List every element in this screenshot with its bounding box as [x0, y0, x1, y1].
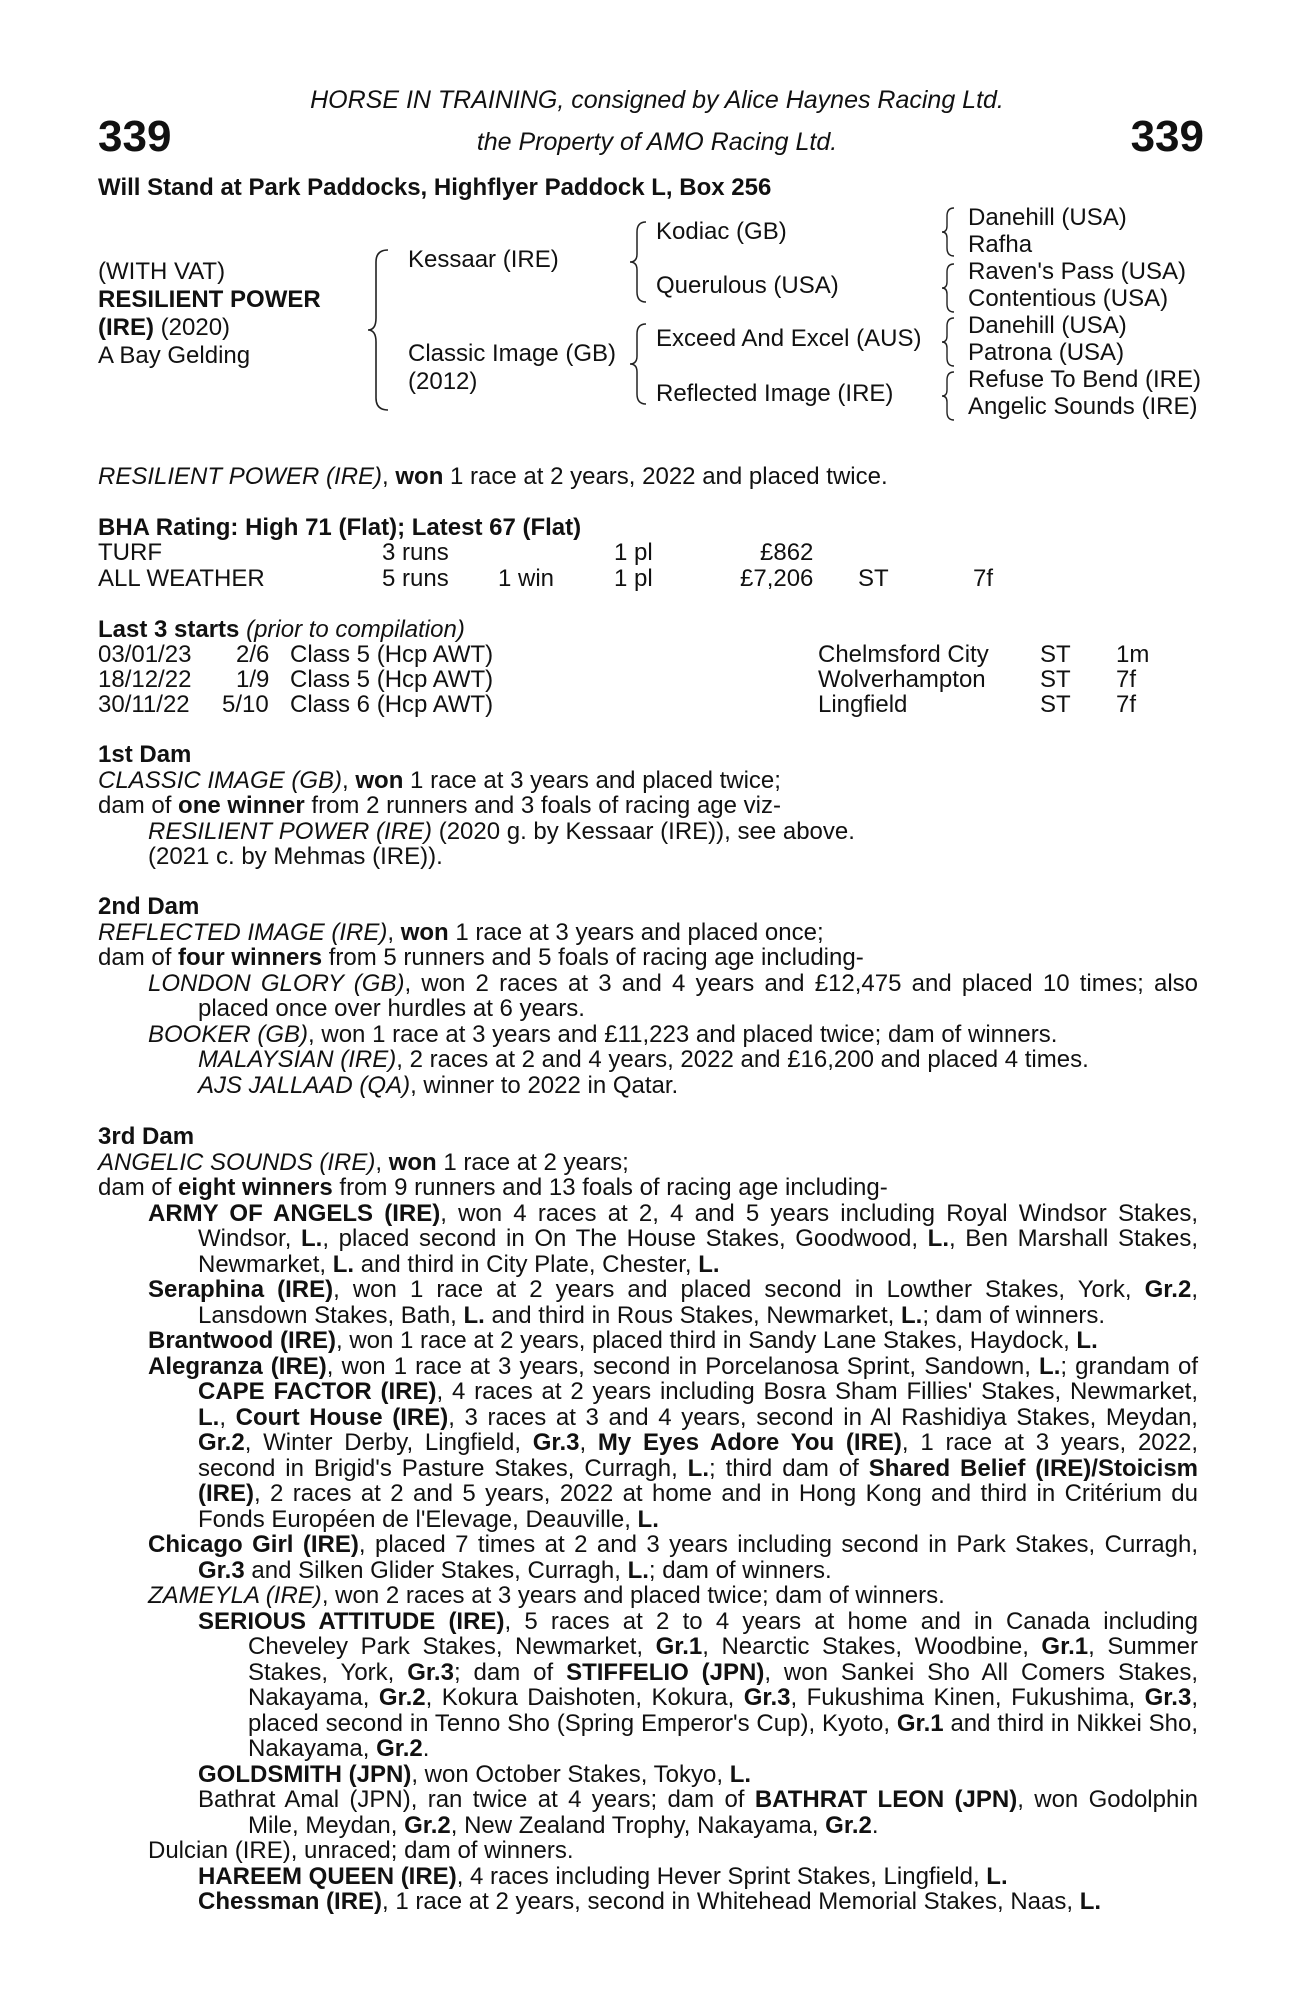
produce-name: LONDON GLORY (GB) [148, 969, 405, 997]
dam-name: ANGELIC SOUNDS (IRE) [98, 1148, 376, 1176]
first-dam-record: CLASSIC IMAGE (GB), won 1 race at 3 years and placed twice; [98, 766, 781, 794]
consignor-line: HORSE IN TRAINING, consigned by Alice Haynes Racing Ltd. [310, 86, 1004, 114]
produce-text: , 4 races at 2 years including Bosra Sham Fillies' Stakes, Newmarket, [436, 1378, 1199, 1405]
produce-prefix: dam of [98, 944, 179, 971]
start-surface: ST [1040, 691, 1071, 718]
group-mark: Gr.3 [198, 1556, 245, 1584]
horse-identity [98, 258, 321, 370]
produce-entry [98, 1609, 1198, 1762]
pedigree-brace-grand [940, 206, 956, 424]
start-course: Chelmsford City [818, 641, 989, 668]
produce-text: , won 1 race at 2 years and placed second in Lowther Stakes, York, [333, 1276, 1145, 1303]
produce-text: , 2 races at 2 and 5 years, 2022 at home and in Hong Kong and third in Critérium du Fonds Européen de l'Elevage, Deauville, [198, 1480, 1198, 1533]
start-position: 1/9 [236, 666, 270, 693]
horse-country: (IRE) [98, 314, 154, 341]
ss-sire: Danehill (USA) [968, 204, 1127, 231]
group-mark: Gr.3 [1144, 1684, 1192, 1711]
produce-text: (2020 g. by Kessaar (IRE)), see above. [432, 817, 855, 845]
second-dam-title: 2nd Dam [98, 893, 200, 920]
produce-text: , winner to 2022 in Qatar. [410, 1071, 679, 1099]
produce-text: and Silken Glider Stakes, Curragh, [244, 1556, 628, 1584]
start-date: 30/11/22 [98, 691, 190, 718]
produce-name: Chicago Girl (IRE) [148, 1531, 359, 1558]
produce-text: , won 1 race at 2 years, placed third in Sandy Lane Stakes, Haydock, [335, 1327, 1077, 1354]
produce-name: GOLDSMITH (JPN) [198, 1760, 412, 1788]
listed-mark: L. [927, 1225, 949, 1252]
produce-text: , 3 races at 3 and 4 years, second in Al Rashidiya Stakes, Meydan, [448, 1403, 1198, 1431]
produce-entry [98, 1532, 1198, 1583]
produce-name: RESILIENT POWER (IRE) [148, 817, 433, 845]
sire-sire: Kodiac (GB) [656, 218, 787, 245]
group-mark: Gr.1 [896, 1709, 944, 1737]
sire-dam: Querulous (USA) [656, 272, 839, 299]
turf-placed: 1 pl [614, 539, 653, 566]
pedigree-brace-main [366, 248, 396, 412]
produce-text: from 5 runners and 5 foals of racing age including- [322, 944, 864, 971]
group-mark: Gr.1 [655, 1633, 703, 1660]
start-course: Wolverhampton [818, 666, 986, 693]
produce-text: , 5 races at 2 to 4 years at home and in Canada including Cheveley Park Stakes, Newmarket, [248, 1607, 1198, 1660]
produce-text: . [871, 1811, 879, 1839]
sire: Kessaar (IRE) [408, 246, 559, 273]
winners-count: eight winners [178, 1174, 333, 1201]
aw-label: ALL WEATHER [98, 565, 265, 592]
record-text: 1 race at 3 years and placed once; [448, 918, 824, 946]
listed-mark: L. [729, 1760, 752, 1788]
second-dam-section [98, 894, 1198, 1098]
produce-entry: Dulcian (IRE), unraced; dam of winners. [148, 1837, 574, 1864]
aw-runs: 5 runs [382, 565, 449, 592]
sd-dam: Contentious (USA) [968, 285, 1169, 312]
produce-text: from 9 runners and 13 foals of racing age including- [332, 1174, 888, 1201]
group-mark: Gr.2 [825, 1811, 872, 1839]
dam-name: CLASSIC IMAGE (GB) [98, 766, 343, 794]
produce-name: SERIOUS ATTITUDE (IRE) [198, 1607, 505, 1635]
start-course: Lingfield [818, 691, 908, 718]
start-date: 03/01/23 [98, 641, 192, 668]
start-date: 18/12/22 [98, 666, 192, 693]
second-dam-record: REFLECTED IMAGE (IRE), won 1 race at 3 years and placed once; [98, 918, 824, 946]
produce-entry [98, 1047, 1198, 1073]
second-dam-produce [98, 945, 1198, 971]
produce-name: My Eyes Adore You (IRE) [597, 1429, 902, 1456]
produce-entry [98, 1762, 1198, 1788]
listed-mark: L. [332, 1250, 355, 1278]
listed-mark: L. [1076, 1327, 1098, 1354]
race-summary: RESILIENT POWER (IRE), won 1 race at 2 years, 2022 and placed twice. [98, 463, 888, 490]
produce-text: , won 4 races at 2, 4 and 5 years including Royal Windsor Stakes, Windsor, [198, 1199, 1198, 1252]
last3-subtitle: (prior to compilation) [239, 616, 465, 643]
group-mark: Gr.3 [532, 1429, 580, 1456]
listed-mark: L. [698, 1250, 720, 1278]
produce-text: , Summer Stakes, York, [248, 1633, 1198, 1686]
start-distance: 7f [1116, 666, 1137, 693]
produce-text: , Fukushima Kinen, Fukushima, [790, 1684, 1145, 1711]
first-dam-produce [98, 793, 1198, 819]
last3-title [98, 617, 465, 643]
listed-mark: L. [637, 1505, 659, 1533]
produce-text: , Kokura Daishoten, Kokura, [425, 1684, 744, 1711]
listed-mark: L. [198, 1403, 220, 1431]
produce-text: and third in City Plate, Chester, [354, 1250, 699, 1278]
summary-text: 1 race at 2 years, 2022 and placed twice. [443, 463, 888, 490]
produce-text: , Ben Marshall Stakes, Newmarket, [198, 1225, 1199, 1278]
start-position: 5/10 [222, 691, 269, 718]
third-dam-title: 3rd Dam [98, 1123, 195, 1150]
third-dam-record: ANGELIC SOUNDS (IRE), won 1 race at 2 years; [98, 1148, 629, 1176]
turf-money: £862 [760, 539, 814, 566]
produce-text: , won Sankei Sho All Comers Stakes, Nakayama, [248, 1658, 1199, 1711]
produce-entry [98, 1022, 1198, 1048]
listed-mark: L. [901, 1301, 923, 1329]
aw-surface: ST [858, 565, 889, 592]
start-race: Class 6 (Hcp AWT) [290, 691, 494, 718]
produce-entry [98, 819, 1198, 845]
first-dam-title: 1st Dam [98, 741, 192, 768]
winners-count: one winner [178, 792, 305, 819]
produce-text: ; dam of winners. [648, 1556, 832, 1584]
won-word: won [400, 918, 449, 946]
produce-text: , won 1 race at 3 years and £11,223 and placed twice; dam of winners. [308, 1020, 1058, 1048]
dd-sire: Refuse To Bend (IRE) [968, 366, 1202, 393]
produce-text: ; grandam of [1060, 1352, 1198, 1380]
stand-location: Will Stand at Park Paddocks, Highflyer Paddock L, Box 256 [98, 174, 772, 201]
dam-name: REFLECTED IMAGE (IRE) [98, 918, 388, 946]
produce-entry [98, 1787, 1198, 1838]
produce-text: , won 2 races at 3 and 4 years and £12,475 and placed 10 times; also placed once over hurdles at 6 years. [198, 969, 1199, 1022]
start-race: Class 5 (Hcp AWT) [290, 666, 494, 693]
sd-sire: Raven's Pass (USA) [968, 258, 1186, 285]
vat-note: (WITH VAT) [98, 258, 226, 285]
listed-mark: L. [301, 1225, 323, 1252]
summary-horse-name: RESILIENT POWER (IRE) [98, 463, 383, 490]
won-word: won [388, 1148, 437, 1176]
turf-runs: 3 runs [382, 539, 449, 566]
produce-name: ARMY OF ANGELS (IRE) [148, 1199, 441, 1227]
produce-text: and third in Rous Stakes, Newmarket, [484, 1301, 902, 1329]
produce-text: , placed 7 times at 2 and 3 years including second in Park Stakes, Curragh, [358, 1531, 1198, 1558]
aw-distance: 7f [973, 565, 994, 592]
property-line: the Property of AMO Racing Ltd. [476, 128, 838, 156]
produce-text: , New Zealand Trophy, Nakayama, [450, 1811, 826, 1839]
group-mark: Gr.2 [376, 1735, 423, 1762]
aw-money: £7,206 [740, 565, 814, 592]
ds-dam: Patrona (USA) [968, 339, 1125, 366]
aw-placed: 1 pl [614, 565, 653, 592]
pedigree-brace-sire [628, 220, 650, 304]
produce-entry [98, 1354, 1198, 1533]
produce-text: Bathrat Amal (JPN), ran twice at 4 years; dam of [198, 1786, 755, 1813]
produce-entry [98, 1864, 1198, 1890]
listed-mark: L. [1079, 1888, 1102, 1915]
produce-text: , Winter Derby, Lingfield, [244, 1429, 533, 1456]
lot-number-left: 339 [98, 112, 172, 161]
record-text: 1 race at 2 years; [436, 1148, 629, 1176]
produce-entry [98, 1583, 1198, 1609]
group-mark: Gr.1 [1041, 1633, 1089, 1660]
produce-text: , [579, 1429, 598, 1456]
pedigree-brace-dam [628, 322, 650, 406]
produce-entry [98, 971, 1198, 1022]
ss-dam: Rafha [968, 231, 1033, 258]
produce-name: Court House (IRE) [235, 1403, 449, 1431]
dd-dam: Angelic Sounds (IRE) [968, 393, 1198, 420]
aw-wins: 1 win [498, 565, 555, 592]
start-distance: 1m [1116, 641, 1150, 668]
produce-text: ; dam of winners. [922, 1301, 1106, 1329]
summary-won: won [395, 463, 444, 490]
turf-label: TURF [98, 539, 162, 566]
produce-text: , won 1 race at 3 years, second in Porcelanosa Sprint, Sandown, [326, 1352, 1040, 1380]
start-race: Class 5 (Hcp AWT) [290, 641, 494, 668]
produce-text: from 2 runners and 3 foals of racing age viz- [304, 792, 781, 819]
produce-text: , 4 races including Hever Sprint Stakes, Lingfield, [456, 1862, 987, 1890]
third-dam-section [98, 1124, 1198, 1915]
produce-entry [98, 1277, 1198, 1328]
record-text: 1 race at 3 years and placed twice; [403, 766, 781, 794]
produce-name: AJS JALLAAD (QA) [198, 1071, 411, 1099]
produce-entry [98, 1889, 1198, 1915]
produce-text: , 2 races at 2 and 4 years, 2022 and £16,200 and placed 4 times. [396, 1046, 1089, 1073]
produce-name: ZAMEYLA (IRE) [148, 1582, 322, 1609]
listed-mark: L. [1039, 1352, 1061, 1380]
produce-entry [98, 1201, 1198, 1278]
produce-name: CAPE FACTOR (IRE) [198, 1378, 437, 1405]
won-word: won [355, 766, 404, 794]
group-mark: Gr.2 [198, 1429, 245, 1456]
group-mark: Gr.2 [1144, 1276, 1192, 1303]
produce-name: Alegranza (IRE) [148, 1352, 327, 1380]
produce-text: ; dam of [453, 1658, 567, 1686]
first-dam-section [98, 742, 1198, 870]
produce-text: , 1 race at 2 years, second in Whitehead Memorial Stakes, Naas, [382, 1888, 1080, 1915]
produce-prefix: dam of [98, 1174, 179, 1201]
listed-mark: L. [627, 1556, 649, 1584]
produce-text: , Lansdown Stakes, Bath, [198, 1276, 1198, 1329]
produce-name: STIFFELIO (JPN) [566, 1658, 765, 1686]
produce-text: , placed second in On The House Stakes, Goodwood, [322, 1225, 928, 1252]
produce-text: , won October Stakes, Tokyo, [411, 1760, 730, 1788]
listed-mark: L. [687, 1454, 709, 1482]
listed-mark: L. [463, 1301, 485, 1329]
produce-prefix: dam of [98, 792, 179, 819]
last3-label: Last 3 starts [98, 616, 240, 643]
listed-mark: L. [986, 1862, 1008, 1890]
horse-description: A Bay Gelding [98, 342, 251, 369]
dam-sire: Exceed And Excel (AUS) [656, 325, 922, 352]
produce-text: ; third dam of [709, 1454, 869, 1482]
produce-text: , 1 race at 3 years, 2022, second in Brigid's Pasture Stakes, Curragh, [198, 1429, 1198, 1482]
produce-name: BOOKER (GB) [148, 1020, 309, 1048]
produce-name: MALAYSIAN (IRE) [198, 1046, 397, 1073]
third-dam-produce [98, 1175, 1198, 1201]
group-mark: Gr.3 [407, 1658, 454, 1686]
group-mark: Gr.2 [404, 1811, 451, 1839]
horse-name: RESILIENT POWER [98, 286, 321, 313]
produce-name: Seraphina (IRE) [148, 1276, 334, 1303]
group-mark: Gr.3 [743, 1684, 791, 1711]
produce-name: Chessman (IRE) [198, 1888, 383, 1915]
produce-entry: (2021 c. by Mehmas (IRE)). [148, 843, 443, 870]
produce-text: , won Godolphin Mile, Meydan, [248, 1786, 1199, 1839]
produce-text: and third in Nikkei Sho, Nakayama, [248, 1709, 1199, 1762]
horse-year: (2020) [154, 314, 231, 341]
produce-name: BATHRAT LEON (JPN) [754, 1786, 1018, 1813]
dam-year: (2012) [408, 368, 478, 395]
start-position: 2/6 [236, 641, 270, 668]
produce-text: , [219, 1403, 236, 1431]
dam: Classic Image (GB) [408, 340, 617, 367]
produce-entry [98, 1073, 1198, 1099]
produce-name: HAREEM QUEEN (IRE) [198, 1862, 457, 1890]
start-distance: 7f [1116, 691, 1137, 718]
produce-text: . [422, 1735, 430, 1762]
produce-text: , Nearctic Stakes, Woodbine, [702, 1633, 1042, 1660]
lot-number-right: 339 [1130, 112, 1204, 161]
produce-entry [98, 1328, 1198, 1354]
ds-sire: Danehill (USA) [968, 312, 1127, 339]
bha-rating-title: BHA Rating: High 71 (Flat); Latest 67 (Flat) [98, 514, 582, 541]
dam-dam: Reflected Image (IRE) [656, 380, 894, 407]
produce-name: Brantwood (IRE) [148, 1327, 336, 1354]
produce-name: Shared Belief (IRE)/Stoicism (IRE) [198, 1454, 1199, 1507]
group-mark: Gr.2 [378, 1684, 426, 1711]
produce-text: , placed second in Tenno Sho (Spring Emperor's Cup), Kyoto, [248, 1684, 1198, 1737]
start-surface: ST [1040, 641, 1071, 668]
winners-count: four winners [178, 944, 323, 971]
start-surface: ST [1040, 666, 1071, 693]
produce-text: , won 2 races at 3 years and placed twice; dam of winners. [321, 1582, 945, 1609]
